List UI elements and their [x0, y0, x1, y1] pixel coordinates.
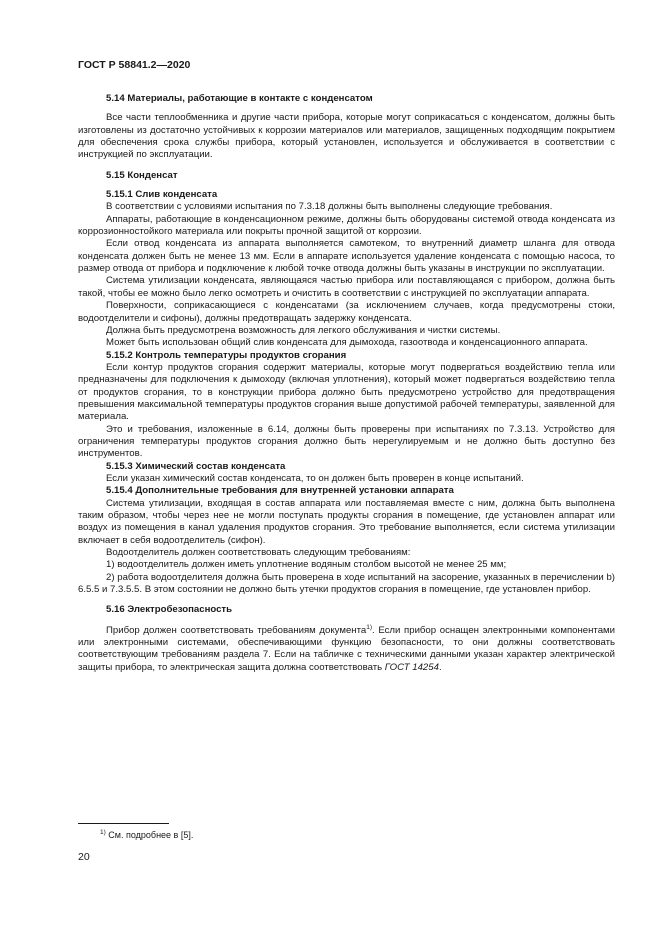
paragraph: Если указан химический состав конденсата, то он должен быть проверен в конце испытаний.	[106, 472, 524, 484]
section-5-14-paragraph: Все части теплообменника и другие части прибора, которые могут соприкасаться с конденсатом, должны быть изготовлены из достаточно устойчивых к коррозии материалов или материалов, защищенных подходящим покрытием для обеспечения срока службы прибора, который установлен, используется и обслуживается в соответствии с инструкцией по эксплуатации.	[78, 112, 615, 161]
document-page	[78, 0, 615, 935]
page-number: 20	[78, 851, 90, 863]
paragraph: Должна быть предусмотрена возможность для легкого обслуживания и чистки системы.	[106, 324, 501, 336]
footnote	[100, 830, 193, 840]
section-5-15-4-heading: 5.15.4 Дополнительные требования для внутренней установки аппарата	[106, 485, 454, 497]
section-5-15-3-heading: 5.15.3 Химический состав конденсата	[106, 460, 286, 472]
standard-header: ГОСТ Р 58841.2—2020	[78, 59, 191, 71]
text-run: .	[438, 661, 442, 673]
paragraph: Система утилизации конденсата, являющаяся частью прибора или поставляющаяся с прибором, должна быть такой, чтобы ее можно было легко осмотреть и очистить в соответствии с инструкцией по эксплуатации аппарата.	[78, 275, 615, 299]
footnote-divider	[78, 823, 169, 824]
paragraph: Если контур продуктов сгорания содержит материалы, которые могут подвергаться воздействию тепла или предназначены для подключения к дымоходу (включая уплотнения), который может подвергаться воздействию тепла от продуктов сгорания, то в конструкции прибора должно быть предусмотрено устройство для предотвращения превышения максимальной температуры продуктов сгорания выше допустимой рабочей температуры, заявленной для материала.	[78, 361, 615, 423]
paragraph: Система утилизации, входящая в состав аппарата или поставляемая вместе с ним, должна быть выполнена таким образом, чтобы через нее не могли поступать продукты сгорания в помещение, где установлен аппарат или воздух из помещения в канал удаления продуктов сгорания. Это требование выполняется, если система утилизации включает в себя водоотделитель (сифон).	[78, 497, 615, 546]
paragraph: Водоотделитель должен соответствовать следующим требованиям:	[106, 547, 411, 559]
list-item: 1) водоотделитель должен иметь уплотнение водяным столбом высотой не менее 25 мм;	[106, 559, 507, 571]
section-5-16-heading: 5.16 Электробезопасность	[106, 604, 233, 616]
paragraph: В соответствии с условиями испытания по 7.3.18 должны быть выполнены следующие требования.	[106, 201, 553, 213]
section-5-15-2-heading: 5.15.2 Контроль температуры продуктов сгорания	[106, 349, 347, 361]
paragraph: Это и требования, изложенные в 6.14, должны быть проверены при испытаниях по 7.3.13. Устройство для ограничения температуры продуктов сгорания должно быть нерегулируемым и не должно быть доступно без инструментов.	[78, 423, 615, 460]
footnote-text: См. подробнее в [5].	[105, 830, 194, 840]
paragraph: Если отвод конденсата из аппарата выполняется самотеком, то внутренний диаметр шланга для отвода конденсата должен быть не менее 13 мм. Если в аппарате используется удаление конденсата с помощью насоса, то размер отвода от прибора и подключение к любой точке отвода должны быть указаны в инструкции по эксплуатации.	[78, 238, 615, 275]
text-run: . Если прибор оснащен электронными компонентами или электронными системами, обеспечивающими функцию безопасности, то они должны соответствовать соответствующим требованиям раздела 7. Если на табличке с техническими данными указан характер электрической защиты прибора, то электрическая защита должна соответствовать	[78, 624, 615, 673]
footnote-mark: 1)	[100, 829, 106, 836]
list-item: 2) работа водоотделителя должна быть проверена в ходе испытаний на засорение, указанных в перечислении b) 6.5.5 и 7.3.5.5. В этом состоянии не должно быть утечки продуктов сгорания в помещение, где установлен прибор.	[78, 571, 615, 596]
footnote-reference: 1)	[366, 623, 372, 631]
section-5-14-heading: 5.14 Материалы, работающие в контакте с конденсатом	[106, 93, 373, 104]
paragraph: Аппараты, работающие в конденсационном режиме, должны быть оборудованы системой отвода конденсата из коррозионностойкого материала или покрыты прочной защитой от коррозии.	[78, 213, 615, 238]
paragraph: Может быть использован общий слив конденсата для дымохода, газоотвода и конденсационного аппарата.	[106, 337, 588, 349]
standard-reference: ГОСТ 14254	[384, 661, 439, 673]
paragraph: Поверхности, соприкасающиеся с конденсатами (за исключением случаев, когда предусмотрены стоки, водоотделители и сифоны), должны предотвращать задержку конденсата.	[78, 300, 615, 324]
section-5-16-paragraph	[78, 625, 615, 674]
document-body	[78, 93, 615, 674]
section-5-15-1-heading: 5.15.1 Слив конденсата	[106, 189, 218, 201]
text-run: Прибор должен соответствовать требованиям документа	[106, 624, 367, 636]
section-5-15-heading: 5.15 Конденсат	[106, 169, 178, 181]
